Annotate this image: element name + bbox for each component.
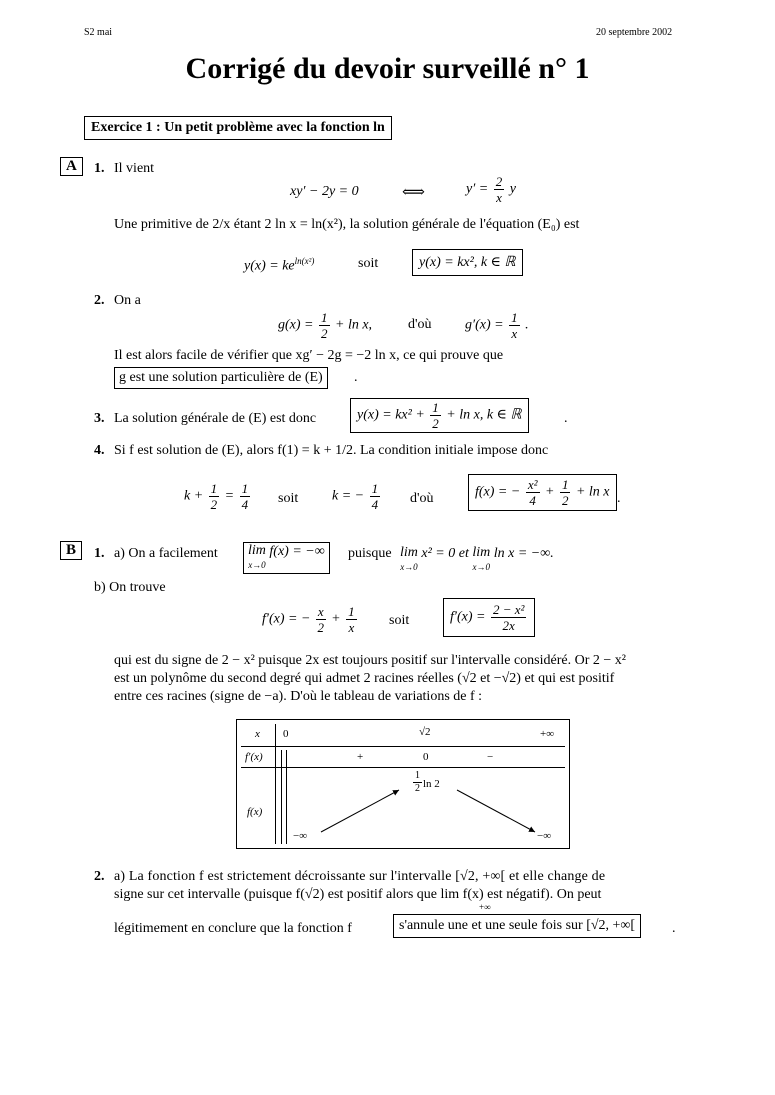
table-x0: 0 [283,728,289,740]
b2a-line3: légitimement en conclure que la fonction f [114,921,352,936]
q4-soit: soit [278,491,299,506]
q2-g-lhs: g(x) = [278,317,314,333]
table-zero: 0 [423,751,429,763]
q2-g-fraction [319,310,330,341]
q4-frac5-num: 1 [561,477,569,492]
q1-fraction [494,174,505,205]
q4-eq-b [332,481,382,512]
page-title: Corrigé du devoir surveillé n° 1 [185,52,590,85]
b1a-lim [248,544,266,572]
table-f-label: f(x) [247,806,263,818]
q2-gp-den: x [511,326,518,341]
q4-frac4 [526,477,540,508]
q4-a: k + [184,488,204,504]
q2-text: Il est alors facile de vérifier que xg′ − 2g = −2 ln x, ce qui prouve que [114,348,504,363]
b1a-label: a) On a facilement [114,546,218,561]
b1a-lim2-word: lim [400,545,418,560]
b1a-lim-value: f(x) = −∞ [269,544,325,559]
table-fp-label: f′(x) [245,751,263,763]
table-end: −∞ [537,830,552,842]
q4-eq-a [184,481,252,512]
b1b-lhs: f′(x) = − [262,611,311,627]
q4-frac3 [370,481,381,512]
q3-text: La solution générale de (E) est donc [114,411,317,426]
b1a-lim2-sub: x→0 [400,562,418,572]
header-left: S2 mai [84,27,113,38]
q1-intro: Il vient [114,161,155,176]
q3-frac-num: 1 [432,400,439,415]
q4-b: k = − [332,488,365,504]
part-a-tag: A [60,157,83,176]
q3-frac-den: 2 [432,416,439,431]
b1a-lim3-op [472,546,490,574]
q2-end: . [354,370,358,385]
b1a-lim3-word: lim [472,545,491,560]
q4-frac5 [560,477,571,508]
b2a-boxed: s'annule une et une seule fois sur [√2, +∞[ [393,914,641,938]
q4-frac1-den: 2 [210,497,218,512]
b1b-frac1-num: x [317,604,324,619]
b1b-box-num: 2 − x² [492,602,525,617]
q1-eq1: xy′ − 2y = 0 [290,184,359,199]
b1a-lim-sub: x→0 [248,560,266,570]
q2-boxed: g est une solution particulière de (E) [114,367,328,389]
table-xm: √2 [419,726,431,738]
table-x-label: x [255,728,260,740]
table-max-ln: ln 2 [423,778,440,790]
q4-frac2-num: 1 [241,481,249,496]
b1b-box-den: 2x [502,618,515,633]
q4-frac1 [209,481,220,512]
b1b-frac1 [316,604,326,635]
q1-soit: soit [358,256,379,271]
q4-boxed-a: f(x) = − [475,484,521,500]
b2a-line2: signe sur cet intervalle (puisque f(√2) est positif alors que lim f(x) est négatif). On peut [114,887,602,902]
q3-number: 3. [94,411,105,426]
q4-boxed [468,474,617,511]
q4-number: 4. [94,443,105,458]
b1a-p2: ln x = −∞. [493,546,554,561]
q2-gp-lhs: g′(x) = [465,317,504,333]
q1-frac-den: x [496,190,502,205]
q4-frac1-num: 1 [210,481,218,496]
variation-table [236,719,570,849]
q1-frac-num: 2 [495,174,503,189]
b1a-limit-box [243,542,330,574]
b1b-boxed [443,598,535,637]
b2-number: 2. [94,869,105,884]
q2-gp-end: . [525,317,529,333]
header-right: 20 septembre 2002 [596,27,673,38]
b1a-lim3-sub: x→0 [472,562,491,572]
b1-number: 1. [94,546,105,561]
b1a-p1: x² = 0 et [421,546,469,561]
q2-gp-fraction [509,310,520,341]
b1b-line3: entre ces racines (signe de −a). D'où le tableau de variations de f : [114,689,483,704]
q2-intro: On a [114,293,141,308]
q2-g-den: 2 [321,326,328,341]
b1b-frac2 [346,604,357,635]
q1-number: 1. [94,161,105,176]
q4-frac3-num: 1 [371,481,379,496]
q1-eq1b [466,174,516,205]
table-max-num: 1 [415,770,420,781]
q3-boxed-a: y(x) = kx² + [357,407,425,423]
q1-eq1c: y [509,181,516,197]
q4-dou: d'où [410,491,434,506]
table-start: −∞ [293,830,308,842]
q1-eq2-base: y(x) = ke [244,258,295,274]
q4-frac2 [240,481,251,512]
q3-boxed-b: + ln x, k ∈ ℝ [446,407,522,423]
b2a-end: . [672,921,676,936]
b1b-frac2-den: x [348,620,355,635]
q4-text: Si f est solution de (E), alors f(1) = k + 1/2. La condition initiale impose donc [114,443,549,458]
b1b-frac1-den: 2 [317,620,325,635]
q2-dou: d'où [408,317,432,332]
b1a-lim-word: lim [248,543,266,558]
q2-gp [465,310,529,341]
table-arrows [237,720,569,848]
b2a-line2-sub: +∞ [479,902,491,912]
q3-fraction [430,400,441,431]
part-b-tag: B [60,541,82,560]
q4-frac2-den: 4 [241,497,249,512]
b1b-box-lhs: f′(x) = [450,609,486,625]
q4-plus: + [545,484,555,500]
q3-boxed [350,398,529,433]
q2-g-num: 1 [321,310,328,325]
q2-gp-num: 1 [511,310,518,325]
b1b-derivative [262,604,359,635]
q1-eq2 [244,256,314,275]
b1b-line1: qui est du signe de 2 − x² puisque 2x est toujours positif sur l'intervalle considéré. Or 2 − x² [114,653,626,668]
q1-eq2-exp: ln(x²) [294,256,315,266]
q1-boxed-solution: y(x) = kx², k ∈ ℝ [412,249,523,276]
table-minus: − [487,751,494,763]
q1-iff: ⟺ [402,184,425,201]
q2-g [278,310,372,341]
b1b-box-frac [491,602,526,633]
q4-frac4-num: x² [527,477,538,492]
b1b-plus: + [331,611,341,627]
q4-a-eq: = [224,488,235,504]
q1-eq1b-lhs: y′ = [466,181,489,197]
q1-text: Une primitive de 2/x étant 2 ln x = ln(x²), la solution générale de l'équation (E₀) est [114,217,580,232]
b1a-puisque: puisque [348,546,392,561]
q2-number: 2. [94,293,105,308]
q3-end: . [564,411,568,426]
q4-boxed-b: + ln x [575,484,610,500]
b2a-line1: a) La fonction f est strictement décroissante sur l'intervalle [√2, +∞[ et elle change de [114,869,606,884]
q4-frac3-den: 4 [371,497,379,512]
q4-frac5-den: 2 [561,493,569,508]
exercise-label: Exercice 1 : Un petit problème avec la fonction ln [84,116,392,140]
b1a-lim2 [400,546,554,574]
q4-end: . [617,491,621,506]
b1b-frac2-num: 1 [348,604,355,619]
table-xinf: +∞ [540,728,555,740]
q2-g-rhs: + ln x, [335,317,373,333]
b1b-line2: est un polynôme du second degré qui admet 2 racines réelles (√2 et −√2) et qui est positif [114,671,615,686]
b1b-soit: soit [389,613,410,628]
table-plus: + [357,751,364,763]
q4-frac4-den: 4 [529,493,536,508]
b1b-label: b) On trouve [94,580,166,595]
b1a-lim2-op [400,546,418,574]
table-max-den: 2 [415,783,420,794]
